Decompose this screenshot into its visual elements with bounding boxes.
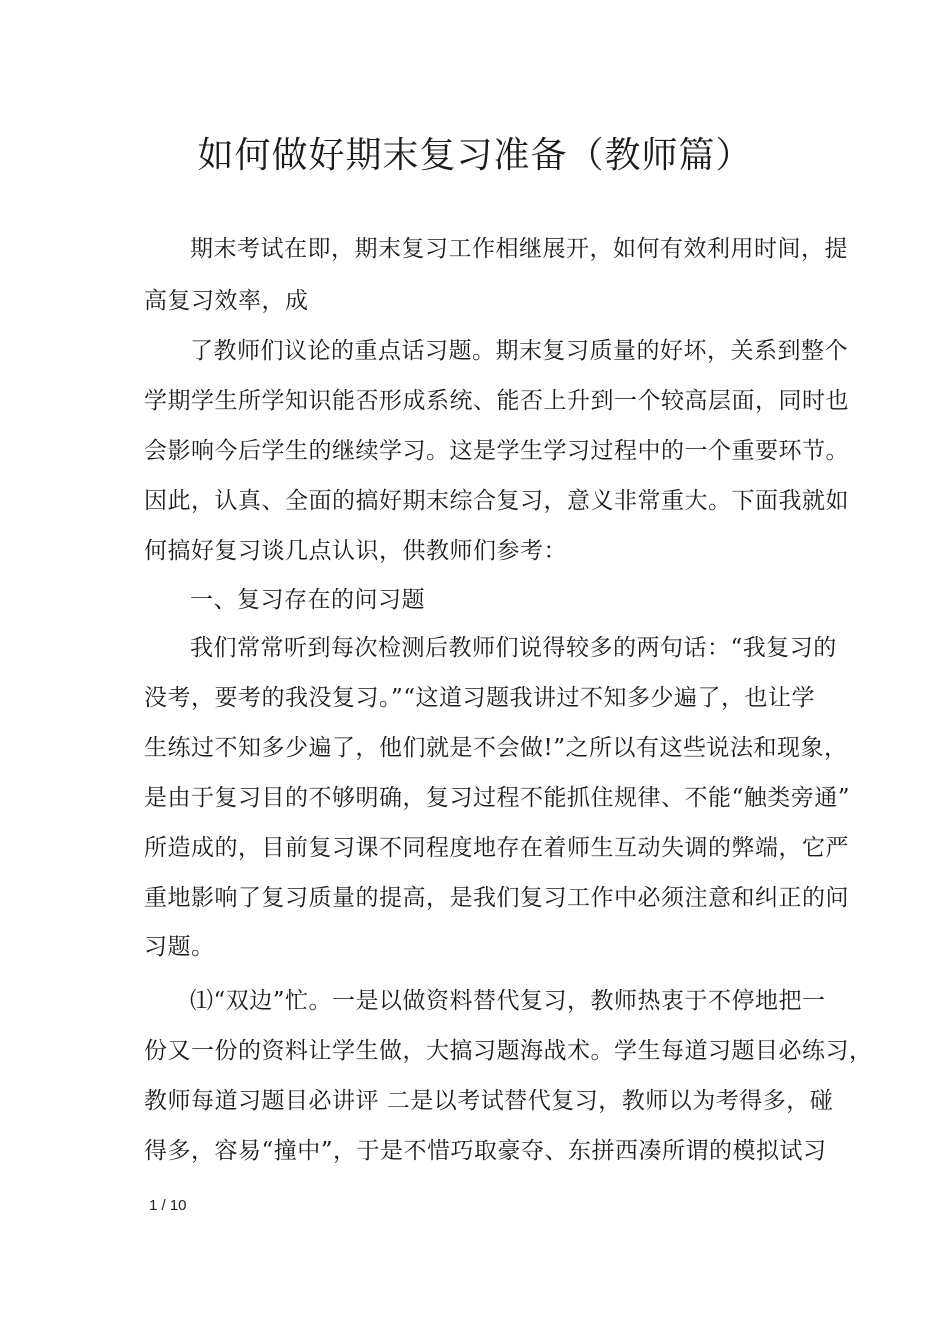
paragraph-line: 高复习效率，成: [144, 288, 309, 314]
paragraph-line: 所造成的，目前复习课不同程度地存在着师生互动失调的弊端，它严: [144, 835, 849, 861]
paragraph-line: 得多，容易“撞中”，于是不惜巧取豪夺、东拼西凑所谓的模拟试习: [144, 1138, 827, 1164]
paragraph-line: 了教师们议论的重点话习题。期末复习质量的好坏，关系到整个: [190, 338, 848, 364]
paragraph-line: 期末考试在即，期末复习工作相继展开，如何有效利用时间，提: [190, 236, 848, 262]
paragraph-line: 会影响今后学生的继续学习。这是学生学习过程中的一个重要环节。: [144, 438, 849, 464]
paragraph-line: 学期学生所学知识能否形成系统、能否上升到一个较高层面，同时也: [144, 388, 849, 414]
paragraph-line: 何搞好复习谈几点认识，供教师们参考：: [144, 538, 567, 564]
document-title: 如何做好期末复习准备（教师篇）: [197, 135, 753, 176]
paragraph-line: 重地影响了复习质量的提高，是我们复习工作中必须注意和纠正的问: [144, 885, 849, 911]
paragraph-line: 教师每道习题目必讲评 二是以考试替代复习，教师以为考得多，碰: [144, 1088, 834, 1114]
paragraph-line: 因此，认真、全面的搞好期末综合复习，意义非常重大。下面我就如: [144, 488, 849, 514]
paragraph-line: 是由于复习目的不够明确，复习过程不能抓住规律、不能“触类旁通”: [144, 785, 851, 811]
paragraph-line: 生练过不知多少遍了，他们就是不会做!”之所以有这些说法和现象，: [144, 735, 848, 761]
paragraph-line: 习题。: [144, 934, 215, 960]
paragraph-line: ⑴“双边”忙。一是以做资料替代复习，教师热衷于不停地把一: [190, 988, 826, 1014]
page-number: 1 / 10: [149, 1197, 187, 1214]
paragraph-line: 份又一份的资料让学生做，大搞习题海战术。学生每道习题目必练习，: [144, 1038, 873, 1064]
paragraph-line: 我们常常听到每次检测后教师们说得较多的两句话：“我复习的: [190, 635, 837, 661]
paragraph-line: 没考，要考的我没复习。”“这道习题我讲过不知多少遍了，也让学: [144, 685, 816, 711]
section-heading: 一、复习存在的问习题: [190, 587, 425, 613]
